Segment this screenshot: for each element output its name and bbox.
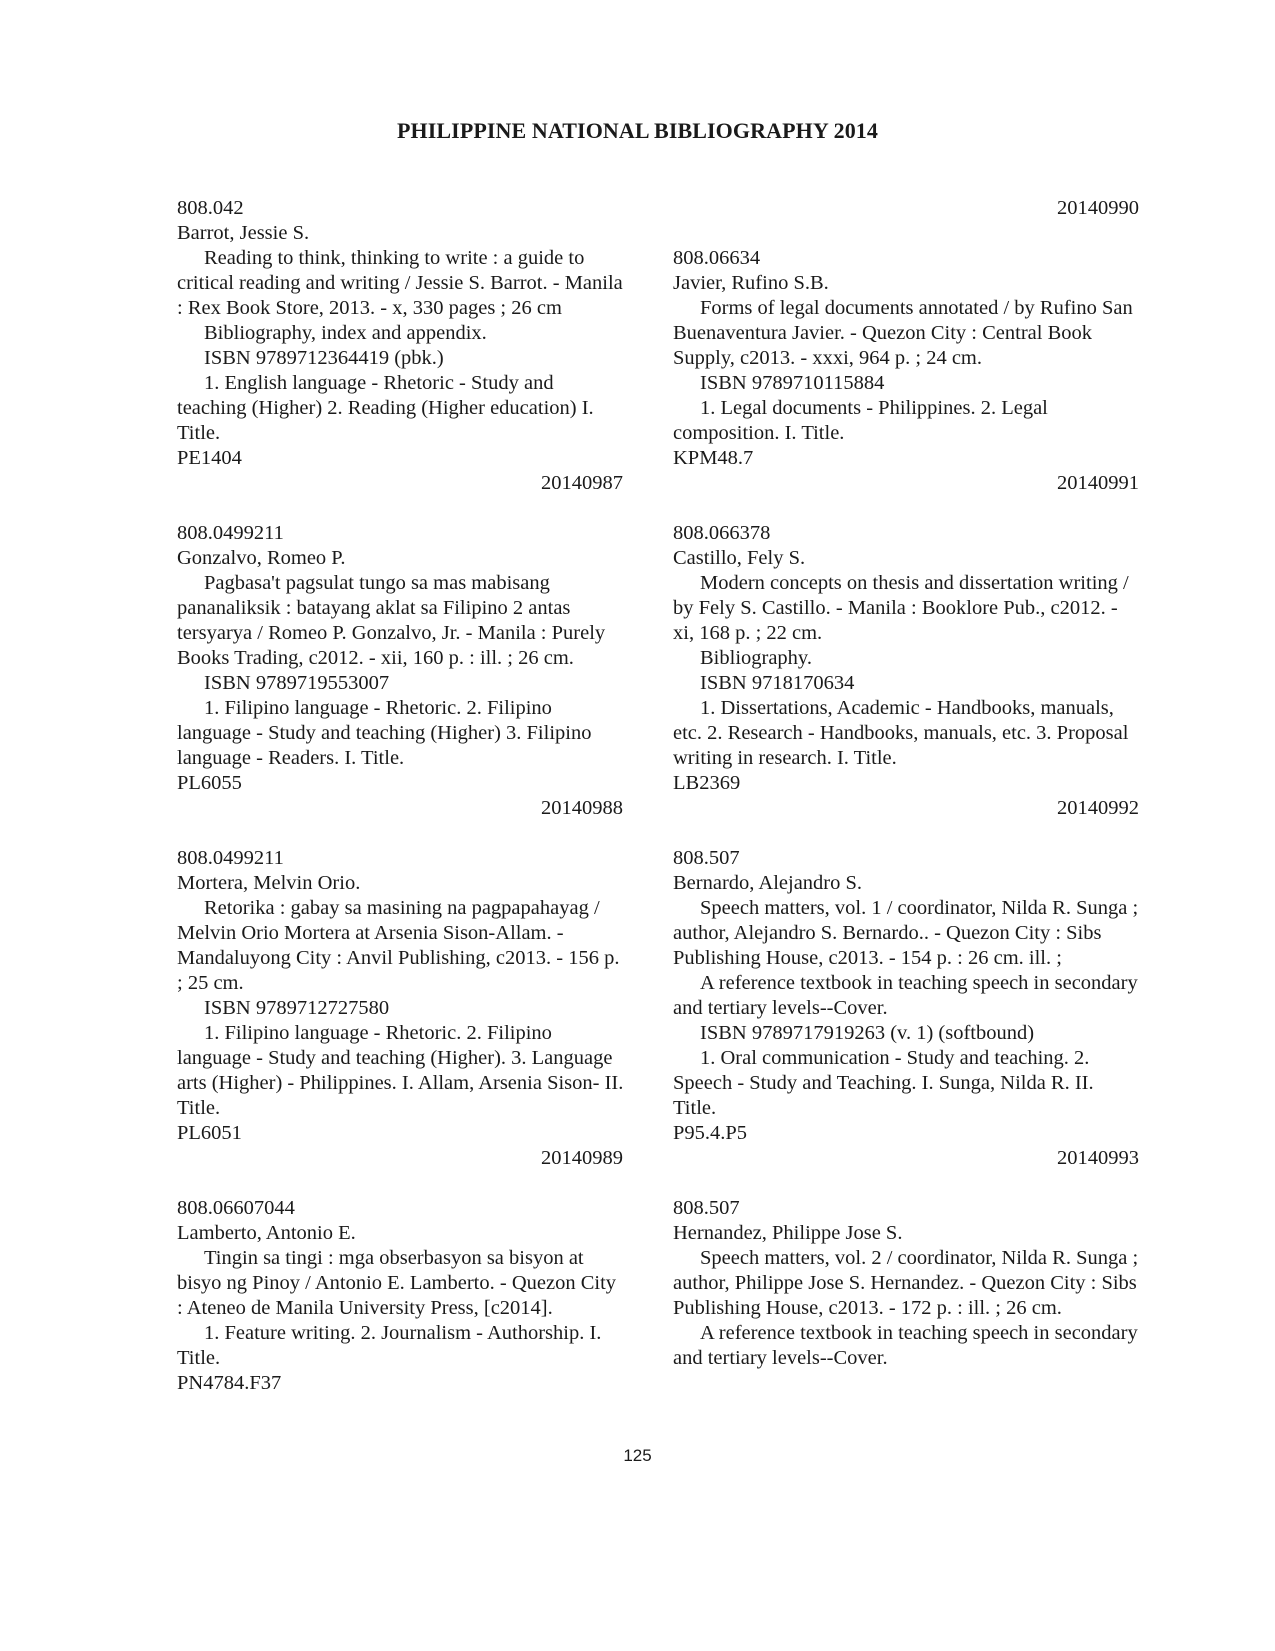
title-description: Modern concepts on thesis and dissertation writing / by Fely S. Castillo. - Manila : Booklore Pub., c2012. - xi, 168 p. ; 22 cm. [673,572,1129,644]
control-number: 20140989 [541,1147,623,1169]
author: Bernardo, Alejandro S. [673,872,863,894]
page-number: 125 [623,1446,652,1465]
class-number: 808.066378 [673,522,771,544]
right-column [673,196,1141,1371]
call-number: LB2369 [673,772,741,794]
bibliographic-entry [673,1196,1141,1371]
title-description: Reading to think, thinking to write : a guide to critical reading and writing / Jessie S. Barrot. - Manila : Rex Book Store, 2013. - x, 330 pages ; 26 cm [177,247,623,319]
bibliographic-entry [673,246,1141,496]
class-number: 808.042 [177,197,244,219]
class-number: 808.507 [673,1197,740,1219]
bibliographic-entry [673,521,1141,821]
bibliographic-entry [177,1196,625,1396]
call-number: PN4784.F37 [177,1372,282,1394]
isbn: ISBN 9789712364419 (pbk.) [204,347,444,369]
page-title: PHILIPPINE NATIONAL BIBLIOGRAPHY 2014 [396,118,879,143]
control-number: 20140988 [541,797,623,819]
author: Castillo, Fely S. [673,547,806,569]
class-number: 808.0499211 [177,522,284,544]
call-number: KPM48.7 [673,447,754,469]
note: Bibliography, index and appendix. [204,322,487,344]
subjects: 1. Dissertations, Academic - Handbooks, manuals, etc. 2. Research - Handbooks, manuals, etc. 3. Proposal writing in research. I. Title. [673,697,1129,769]
control-number: 20140987 [541,472,623,494]
control-number: 20140992 [1057,797,1139,819]
title-description: Retorika : gabay sa masining na pagpapahayag / Melvin Orio Mortera at Arsenia Sison-Allam. - Mandaluyong City : Anvil Publishing, c2013. - 156 p. ; 25 cm. [177,897,620,994]
class-number: 808.06634 [673,247,761,269]
class-number: 808.06607044 [177,1197,295,1219]
isbn: ISBN 9789719553007 [204,672,390,694]
carryover-control-number: 20140990 [1057,197,1139,219]
call-number: PE1404 [177,447,242,469]
isbn: ISBN 9789710115884 [700,372,885,394]
bibliographic-entry [673,846,1141,1171]
control-number: 20140993 [1057,1147,1139,1169]
subjects: 1. Legal documents - Philippines. 2. Legal composition. I. Title. [673,397,1048,444]
subjects: 1. Oral communication - Study and teaching. 2. Speech - Study and Teaching. I. Sunga, Nilda R. II. Title. [673,1047,1094,1119]
author: Mortera, Melvin Orio. [177,872,361,894]
call-number: P95.4.P5 [673,1122,748,1144]
title-description: Speech matters, vol. 2 / coordinator, Nilda R. Sunga ; author, Philippe Jose S. Hernandez. - Quezon City : Sibs Publishing House, c2013. - 172 p. : ill. ; 26 cm. [673,1247,1139,1319]
author: Hernandez, Philippe Jose S. [673,1222,903,1244]
left-column [177,196,625,1396]
note: A reference textbook in teaching speech in secondary and tertiary levels--Cover. [673,972,1138,1019]
isbn: ISBN 9789717919263 (v. 1) (softbound) [700,1022,1035,1044]
bibliographic-entry [177,196,625,496]
author: Gonzalvo, Romeo P. [177,547,346,569]
note: A reference textbook in teaching speech in secondary and tertiary levels--Cover. [673,1322,1138,1369]
class-number: 808.507 [673,847,740,869]
isbn: ISBN 9718170634 [700,672,855,694]
call-number: PL6051 [177,1122,242,1144]
note: Bibliography. [700,647,812,669]
author: Barrot, Jessie S. [177,222,310,244]
bibliographic-entry [177,846,625,1171]
title-description: Tingin sa tingi : mga obserbasyon sa bisyon at bisyo ng Pinoy / Antonio E. Lamberto. - Quezon City : Ateneo de Manila University Press, [c2014]. [177,1247,617,1319]
isbn: ISBN 9789712727580 [204,997,390,1019]
subjects: 1. Filipino language - Rhetoric. 2. Filipino language - Study and teaching (Higher). 3. Language arts (Higher) - Philippines. I. Allam, Arsenia Sison- II. Title. [177,1022,624,1119]
author: Javier, Rufino S.B. [673,272,829,294]
class-number: 808.0499211 [177,847,284,869]
subjects: 1. English language - Rhetoric - Study and teaching (Higher) 2. Reading (Higher education) I. Title. [177,372,594,444]
subjects: 1. Feature writing. 2. Journalism - Authorship. I. Title. [177,1322,602,1369]
control-number: 20140991 [1057,472,1139,494]
call-number: PL6055 [177,772,242,794]
subjects: 1. Filipino language - Rhetoric. 2. Filipino language - Study and teaching (Higher) 3. Filipino language - Readers. I. Title. [177,697,592,769]
title-description: Speech matters, vol. 1 / coordinator, Nilda R. Sunga ; author, Alejandro S. Bernardo.. - Quezon City : Sibs Publishing House, c2013. - 154 p. : 26 cm. ill. ; [673,897,1139,969]
bibliographic-entry [177,521,625,821]
author: Lamberto, Antonio E. [177,1222,356,1244]
title-description: Pagbasa't pagsulat tungo sa mas mabisang pananaliksik : batayang aklat sa Filipino 2 antas tersyarya / Romeo P. Gonzalvo, Jr. - Manila : Purely Books Trading, c2012. - xii, 160 p. : ill. ; 26 cm. [177,572,606,669]
title-description: Forms of legal documents annotated / by Rufino San Buenaventura Javier. - Quezon City : Central Book Supply, c2013. - xxxi, 964 p. ; 24 cm. [673,297,1133,369]
